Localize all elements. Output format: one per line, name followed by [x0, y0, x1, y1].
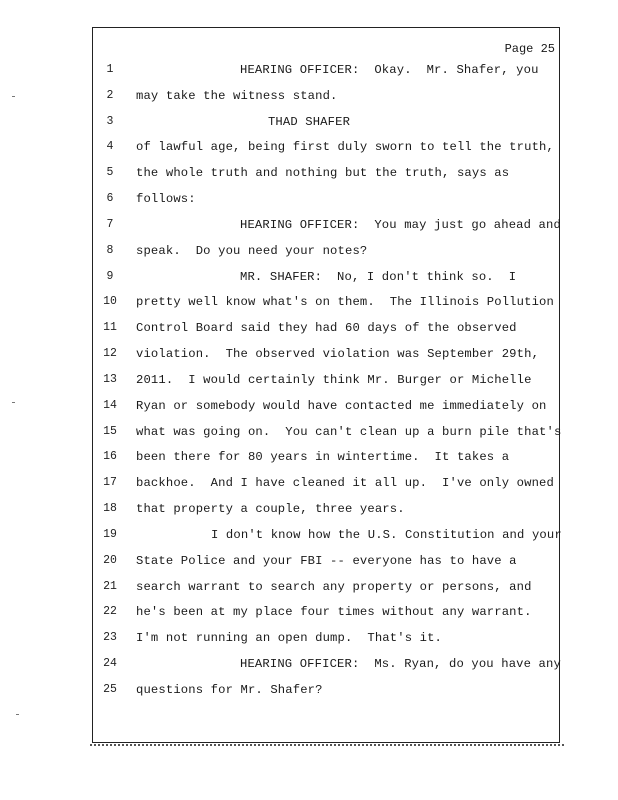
- scan-speck: [12, 96, 15, 97]
- line-number: 24: [103, 657, 117, 670]
- transcript-line-text: HEARING OFFICER: Okay. Mr. Shafer, you: [240, 63, 539, 77]
- line-number: 3: [106, 115, 114, 128]
- line-number: 21: [103, 580, 117, 593]
- line-number: 2: [106, 89, 114, 102]
- transcript-line-text: speak. Do you need your notes?: [136, 244, 368, 258]
- line-number: 8: [106, 244, 114, 257]
- line-number: 20: [103, 554, 117, 567]
- transcript-line-text: follows:: [136, 192, 196, 206]
- line-number: 25: [103, 683, 117, 696]
- transcript-line-text: THAD SHAFER: [267, 115, 351, 129]
- transcript-line-text: search warrant to search any property or persons, and: [136, 580, 532, 594]
- transcript-line-text: what was going on. You can't clean up a burn pile that's: [136, 425, 562, 439]
- line-number: 1: [106, 63, 114, 76]
- scan-speck: [16, 714, 19, 715]
- line-number: 18: [103, 502, 117, 515]
- transcript-line-text: 2011. I would certainly think Mr. Burger or Michelle: [136, 373, 532, 387]
- transcript-line-text: questions for Mr. Shafer?: [136, 683, 323, 697]
- line-number: 22: [103, 605, 117, 618]
- transcript-line-text: backhoe. And I have cleaned it all up. I've only owned: [136, 476, 554, 490]
- line-number: 11: [103, 321, 117, 334]
- transcript-line-text: HEARING OFFICER: You may just go ahead and: [240, 218, 561, 232]
- line-number: 13: [103, 373, 117, 386]
- transcript-line-text: been there for 80 years in wintertime. It takes a: [136, 450, 510, 464]
- line-number: 10: [103, 295, 117, 308]
- line-number: 19: [103, 528, 117, 541]
- transcript-line-text: of lawful age, being first duly sworn to tell the truth,: [136, 140, 554, 154]
- line-number: 16: [103, 450, 117, 463]
- line-number: 6: [106, 192, 114, 205]
- transcript-line-text: the whole truth and nothing but the truth, says as: [136, 166, 510, 180]
- page-number: Page 25: [504, 42, 555, 56]
- scan-speck: [12, 402, 15, 403]
- transcript-line-text: Control Board said they had 60 days of the observed: [136, 321, 517, 335]
- line-number: 12: [103, 347, 117, 360]
- transcript-line-text: Ryan or somebody would have contacted me immediately on: [136, 399, 547, 413]
- line-number: 5: [106, 166, 114, 179]
- line-number: 15: [103, 425, 117, 438]
- transcript-line-text: violation. The observed violation was September 29th,: [136, 347, 540, 361]
- transcript-line-text: may take the witness stand.: [136, 89, 338, 103]
- line-number: 23: [103, 631, 117, 644]
- transcript-line-text: he's been at my place four times without any warrant.: [136, 605, 532, 619]
- line-number: 9: [106, 270, 114, 283]
- line-number: 7: [106, 218, 114, 231]
- line-number: 17: [103, 476, 117, 489]
- line-number: 4: [106, 140, 114, 153]
- transcript-line-text: State Police and your FBI -- everyone has to have a: [136, 554, 517, 568]
- transcript-line-text: I'm not running an open dump. That's it.: [136, 631, 443, 645]
- transcript-line-text: I don't know how the U.S. Constitution and your: [211, 528, 562, 542]
- transcript-line-text: that property a couple, three years.: [136, 502, 405, 516]
- transcript-line-text: pretty well know what's on them. The Illinois Pollution: [136, 295, 554, 309]
- transcript-line-text: MR. SHAFER: No, I don't think so. I: [240, 270, 517, 284]
- line-number: 14: [103, 399, 117, 412]
- page-bottom-rule: [90, 744, 564, 746]
- transcript-line-text: HEARING OFFICER: Ms. Ryan, do you have any: [240, 657, 561, 671]
